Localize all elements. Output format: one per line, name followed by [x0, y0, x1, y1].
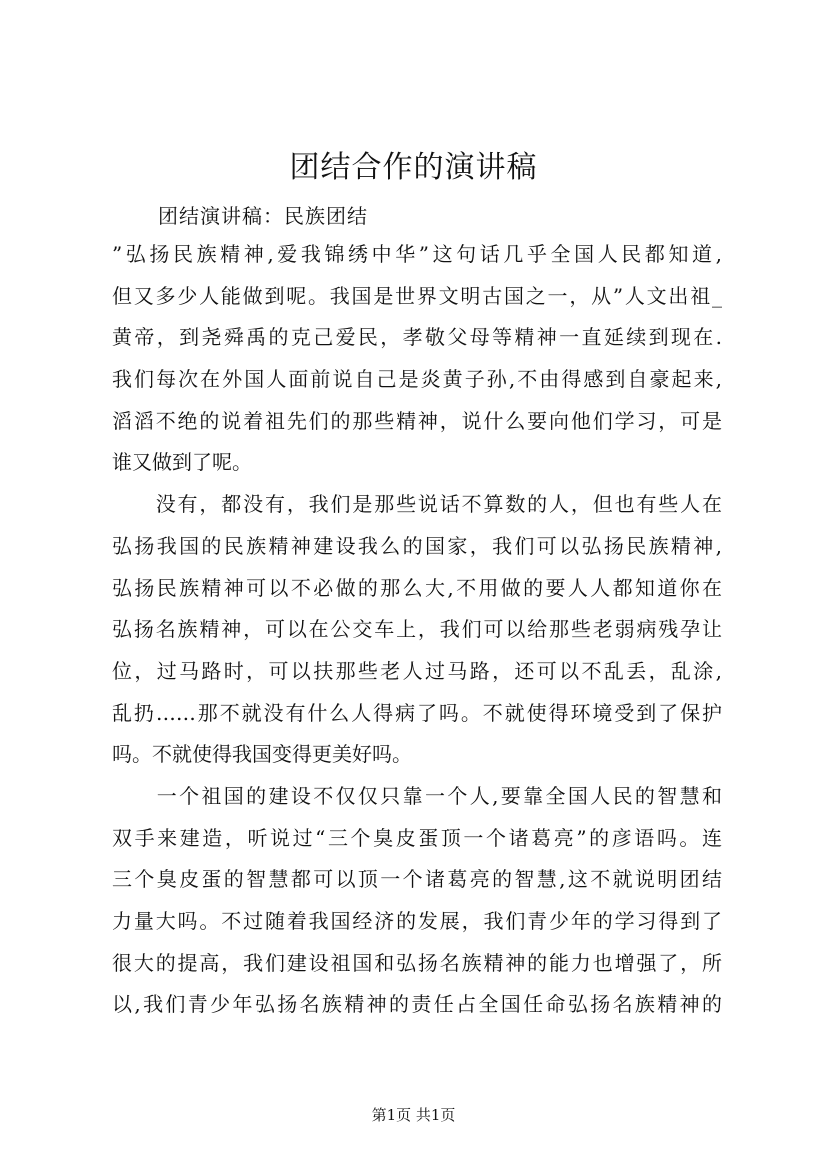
body-line: 弘扬我国的民族精神建设我么的国家，我们可以弘扬民族精神,: [112, 533, 722, 558]
body-line: 弘扬名族精神，可以在公交车上，我们可以给那些老弱病残孕让: [112, 617, 722, 642]
document-body: [112, 234, 722, 1026]
body-line: 一个祖国的建设不仅仅只靠一个人,要靠全国人民的智慧和: [112, 783, 722, 808]
body-line: 双手来建造，听说过“三个臭皮蛋顶一个诸葛亮”的彦语吗。连: [112, 825, 722, 850]
body-line: 力量大吗。不过随着我国经济的发展，我们青少年的学习得到了: [112, 909, 722, 933]
body-line: ”弘扬民族精神,爱我锦绣中华”这句话几乎全国人民都知道,: [112, 242, 722, 266]
body-line: 乱扔……那不就没有什么人得病了吗。不就使得环境受到了保护: [112, 700, 722, 725]
body-line: 谁又做到了呢。: [112, 450, 252, 475]
body-line: 黄帝，到尧舜禹的克己爱民，孝敬父母等精神一直延续到现在.: [112, 325, 722, 350]
document-subtitle: 团结演讲稿：民族团结: [158, 204, 368, 228]
body-line: 弘扬民族精神可以不必做的那么大,不用做的要人人都知道你在: [112, 575, 722, 600]
body-line: 但又多少人能做到呢。我国是世界文明古国之一，从”人文出祖_: [112, 283, 722, 308]
body-line: 没有，都没有，我们是那些说话不算数的人，但也有些人在: [112, 492, 722, 517]
page-footer: 第1页 共1页: [371, 1106, 456, 1124]
body-line: 很大的提高，我们建设祖国和弘扬名族精神的能力也增强了，所: [112, 950, 722, 975]
body-line: 以,我们青少年弘扬名族精神的责任占全国任命弘扬名族精神的: [112, 992, 722, 1017]
document-title: 团结合作的演讲稿: [289, 150, 538, 185]
body-line: 位，过马路时，可以扶那些老人过马路，还可以不乱丢，乱涂,: [112, 658, 722, 683]
body-line: 三个臭皮蛋的智慧都可以顶一个诸葛亮的智慧,这不就说明团结: [112, 867, 722, 892]
body-line: 吗。不就使得我国变得更美好吗。: [112, 742, 412, 767]
body-line: 我们每次在外国人面前说自己是炎黄子孙,不由得感到自豪起来,: [112, 367, 722, 392]
body-line: 滔滔不绝的说着祖先们的那些精神，说什么要向他们学习，可是: [112, 408, 722, 433]
